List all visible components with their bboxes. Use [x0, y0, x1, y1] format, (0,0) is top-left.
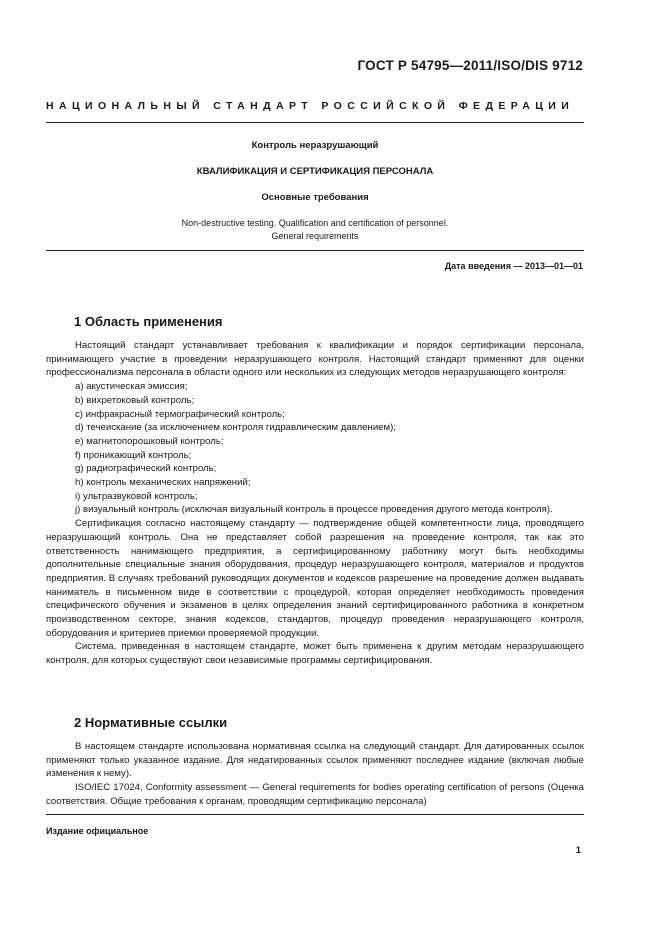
title-divider [46, 250, 584, 251]
english-title-line-1: Non-destructive testing. Qualification and certification of personnel. [181, 218, 449, 228]
standard-code: ГОСТ Р 54795—2011/ISO/DIS 9712 [357, 58, 583, 73]
date-introduced: Дата введения — 2013—01—01 [444, 261, 583, 271]
list-item: j) визуальный контроль (исключая визуальный контроль в процессе проведения другого метода контроля). [75, 504, 553, 516]
section-1-title: 1 Область применения [74, 314, 223, 329]
header-divider [46, 122, 584, 123]
list-item: a) акустическая эмиссия; [75, 381, 188, 393]
list-item: g) радиографический контроль; [75, 463, 217, 475]
list-item: h) контроль механических напряжений; [75, 477, 251, 489]
footer-divider [46, 814, 584, 815]
section-1-paragraph-2: Сертификация согласно настоящему стандарту — подтверждение общей компетентности лица, проводящего неразрушающий контроль. Она не представляет собой разрешения на проведение контроля, так как это ответственность нанимающего предприятия, а сертифицированному работнику могут быть необходимы дополнительные специальные знания оборудования, процедур неразрушающего контроля, материалов и продуктов предприятия. В случаях требований руководящих документов и кодексов разрешение на проведение должен выдавать наниматель в письменном виде в соответствии с процедурой, которая определяет необходимость проведения специфического обучения и экзаменов в целях определения знаний сертифицированного работника в конкретном производственном секторе, знания кодексов, стандартов, процедур проведения неразрушающего контроля, оборудования и критериев приемки проверяемой продукции. [46, 518, 584, 639]
section-2-paragraph-1: В настоящем стандарте использована нормативная ссылка на следующий стандарт. Для датированных ссылок применяют только указанное издание. Для недатированных ссылок применяют последнее издание (включая любые изменения к нему). [46, 741, 584, 780]
section-1-body [46, 339, 584, 668]
list-item: f) проникающий контроль; [75, 449, 192, 461]
list-item: b) вихретоковый контроль; [75, 394, 195, 406]
title-line-2: КВАЛИФИКАЦИЯ И СЕРТИФИКАЦИЯ ПЕРСОНАЛА [196, 166, 434, 177]
list-item: d) течеискание (за исключением контроля гидравлическим давлением); [75, 422, 396, 434]
english-title [46, 217, 584, 243]
official-edition-label: Издание официальное [46, 826, 149, 836]
section-1-intro: Настоящий стандарт устанавливает требования к квалификации и порядок сертификации персонала, принимающего участие в проведении неразрушающего контроля. Настоящий стандарт применяют для оценки профессионализма персонала в области одного или нескольких из следующих методов неразрушающего контроля: [46, 340, 584, 379]
title-line-3: Основные требования [261, 192, 369, 203]
list-item: i) ультразвуковой контроль; [75, 490, 198, 502]
section-2-body [46, 740, 584, 809]
national-standard-heading: НАЦИОНАЛЬНЫЙ СТАНДАРТ РОССИЙСКОЙ ФЕДЕРАЦИИ [46, 100, 575, 112]
list-item: c) инфракрасный термографический контроль; [75, 408, 285, 420]
section-2-title: 2 Нормативные ссылки [74, 715, 228, 730]
title-line-1: Контроль неразрушающий [251, 140, 379, 151]
section-2-paragraph-2: ISO/IEC 17024, Conformity assessment — General requirements for bodies operating certification of persons (Оценка соответствия. Общие требования к органам, проводящим сертификацию персонала) [46, 782, 584, 807]
page-number: 1 [575, 845, 581, 856]
list-item: e) магнитопорошковый контроль; [75, 435, 224, 447]
english-title-line-2: General requirements [271, 231, 359, 241]
section-1-paragraph-3: Система, приведенная в настоящем стандарте, может быть применена к другим методам неразрушающего контроля, для которых существуют свои независимые программы сертифицирования. [46, 641, 584, 667]
